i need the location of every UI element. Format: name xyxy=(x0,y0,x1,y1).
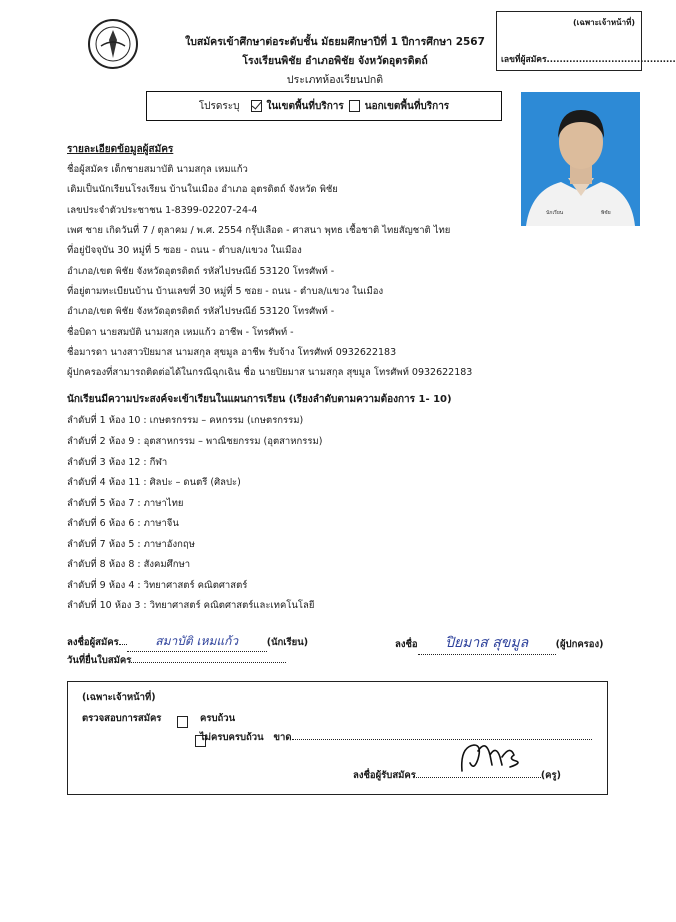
in-zone-label: ในเขตพื้นที่บริการ xyxy=(266,100,344,112)
plan-item: ลำดับที่ 10 ห้อง 3 : วิทยาศาสตร์ คณิตศาสตร์และเทคโนโลยี xyxy=(67,600,315,611)
complete-label: ครบถ้วน xyxy=(200,713,236,724)
detail-line: ชื่อผู้สมัคร เด็กชายสมาบัติ นามสกุล เหมแก้ว xyxy=(67,164,248,175)
plan-item: ลำดับที่ 4 ห้อง 11 : ศิลปะ – ดนตรี (ศิลปะ) xyxy=(67,477,241,488)
plan-item: ลำดับที่ 2 ห้อง 9 : อุตสาหกรรม – พาณิชยกรรม (อุตสาหกรรม) xyxy=(67,436,323,447)
applicant-signature-row xyxy=(67,632,308,652)
complete-checkbox[interactable] xyxy=(177,716,188,728)
area-prefix: โปรดระบุ xyxy=(198,100,240,112)
office-check-title: (เฉพาะเจ้าหน้าที่) xyxy=(82,692,156,703)
school-name: โรงเรียนพิชัย อำเภอพิชัย จังหวัดอุตรดิตถ์ xyxy=(242,55,428,67)
detail-line: ผู้ปกครองที่สามารถติดต่อได้ในกรณีฉุกเฉิน ชื่อ นายปิยมาส นามสกุล สุขมูล โทรศัพท์ 0932622183 xyxy=(67,367,473,378)
detail-line: เลขประจำตัวประชาชน 1-8399-02207-24-4 xyxy=(67,205,258,216)
detail-line: อำเภอ/เขต พิชัย จังหวัดอุตรดิตถ์ รหัสไปรษณีย์ 53120 โทรศัพท์ - xyxy=(67,266,335,277)
missing-label: ขาด xyxy=(273,732,292,743)
applicant-photo xyxy=(521,92,640,226)
detail-line: ชื่อมารดา นางสาวปิยมาส นามสกุล สุขมูล อาชีพ รับจ้าง โทรศัพท์ 0932622183 xyxy=(67,347,397,358)
out-zone-label: นอกเขตพื้นที่บริการ xyxy=(364,100,450,112)
plan-item: ลำดับที่ 1 ห้อง 10 : เกษตรกรรม – คหกรรม (เกษตรกรรม) xyxy=(67,415,304,426)
photo-school-tag: พิชัย xyxy=(601,210,611,216)
service-area-box xyxy=(146,91,502,121)
plan-heading: นักเรียนมีความประสงค์จะเข้าเรียนในแผนการเรียน (เรียงลำดับตามความต้องการ 1- 10) xyxy=(67,394,452,405)
photo-name-tag: นักเรียน xyxy=(546,210,564,216)
detail-line: ที่อยู่ปัจจุบัน 30 หมู่ที่ 5 ซอย - ถนน - ตำบล/แขวง ในเมือง xyxy=(67,245,302,256)
detail-line: เพศ ชาย เกิดวันที่ 7 / ตุลาคม / พ.ศ. 2554 กรุ๊ปเลือด - ศาสนา พุทธ เชื้อชาติ ไทยสัญชาติ ไทย xyxy=(67,225,451,236)
applicant-signature-label: ลงชื่อผู้สมัคร xyxy=(67,637,119,648)
plan-item: ลำดับที่ 6 ห้อง 6 : ภาษาจีน xyxy=(67,518,179,529)
form-title: ใบสมัครเข้าศึกษาต่อระดับชั้น มัธยมศึกษาปีที่ 1 ปีการศึกษา 2567 xyxy=(185,36,485,48)
office-number-box xyxy=(496,11,676,71)
class-type: ประเภทห้องเรียนปกติ xyxy=(286,74,384,86)
incomplete-label: ไม่ครบครบถ้วน xyxy=(200,732,264,743)
guardian-suffix: (ผู้ปกครอง) xyxy=(555,639,604,650)
office-only-label: (เฉพาะเจ้าหน้าที่) xyxy=(573,18,635,27)
guardian-signature-row xyxy=(395,632,603,655)
plan-item: ลำดับที่ 7 ห้อง 5 : ภาษาอังกฤษ xyxy=(67,539,195,550)
detail-line: เดิมเป็นนักเรียนโรงเรียน บ้านในเมือง อำเภอ อุตรดิตถ์ จังหวัด พิชัย xyxy=(67,184,338,195)
applicant-signature: สมาบัติ เหมแก้ว xyxy=(127,632,267,652)
guardian-signature: ปิยมาส สุขมูล xyxy=(418,632,556,655)
plan-item: ลำดับที่ 9 ห้อง 4 : วิทยาศาสตร์ คณิตศาสตร์ xyxy=(67,580,248,591)
in-zone-checkbox[interactable] xyxy=(251,100,262,112)
applicant-suffix: (นักเรียน) xyxy=(266,637,309,648)
plan-item: ลำดับที่ 5 ห้อง 7 : ภาษาไทย xyxy=(67,498,184,509)
detail-line: ชื่อบิดา นายสมบัติ นามสกุล เหมแก้ว อาชีพ - โทรศัพท์ - xyxy=(67,327,294,338)
receiver-suffix: (ครู) xyxy=(540,770,561,781)
details-heading: รายละเอียดข้อมูลผู้สมัคร xyxy=(67,144,174,155)
office-check-box xyxy=(67,681,608,795)
submit-date-label: วันที่ยื่นใบสมัคร xyxy=(67,655,132,666)
receiver-label: ลงชื่อผู้รับสมัคร xyxy=(353,770,416,781)
receiver-signature xyxy=(456,737,526,775)
check-label: ตรวจสอบการสมัคร xyxy=(82,713,162,724)
guardian-signature-label: ลงชื่อ xyxy=(395,639,418,650)
plan-item: ลำดับที่ 3 ห้อง 12 : กีฬา xyxy=(67,457,168,468)
school-seal xyxy=(87,18,139,70)
detail-line: ที่อยู่ตามทะเบียนบ้าน บ้านเลขที่ 30 หมู่ที่ 5 ซอย - ถนน - ตำบล/แขวง ในเมือง xyxy=(67,286,384,297)
plan-item: ลำดับที่ 8 ห้อง 8 : สังคมศึกษา xyxy=(67,559,191,570)
incomplete-row xyxy=(200,730,592,745)
detail-line: อำเภอ/เขต พิชัย จังหวัดอุตรดิตถ์ รหัสไปรษณีย์ 53120 โทรศัพท์ - xyxy=(67,306,335,317)
out-zone-checkbox[interactable] xyxy=(349,100,360,112)
submit-date-row xyxy=(67,653,286,668)
applicant-number-label: เลขที่ผู้สมัคร........................................ xyxy=(501,55,676,65)
